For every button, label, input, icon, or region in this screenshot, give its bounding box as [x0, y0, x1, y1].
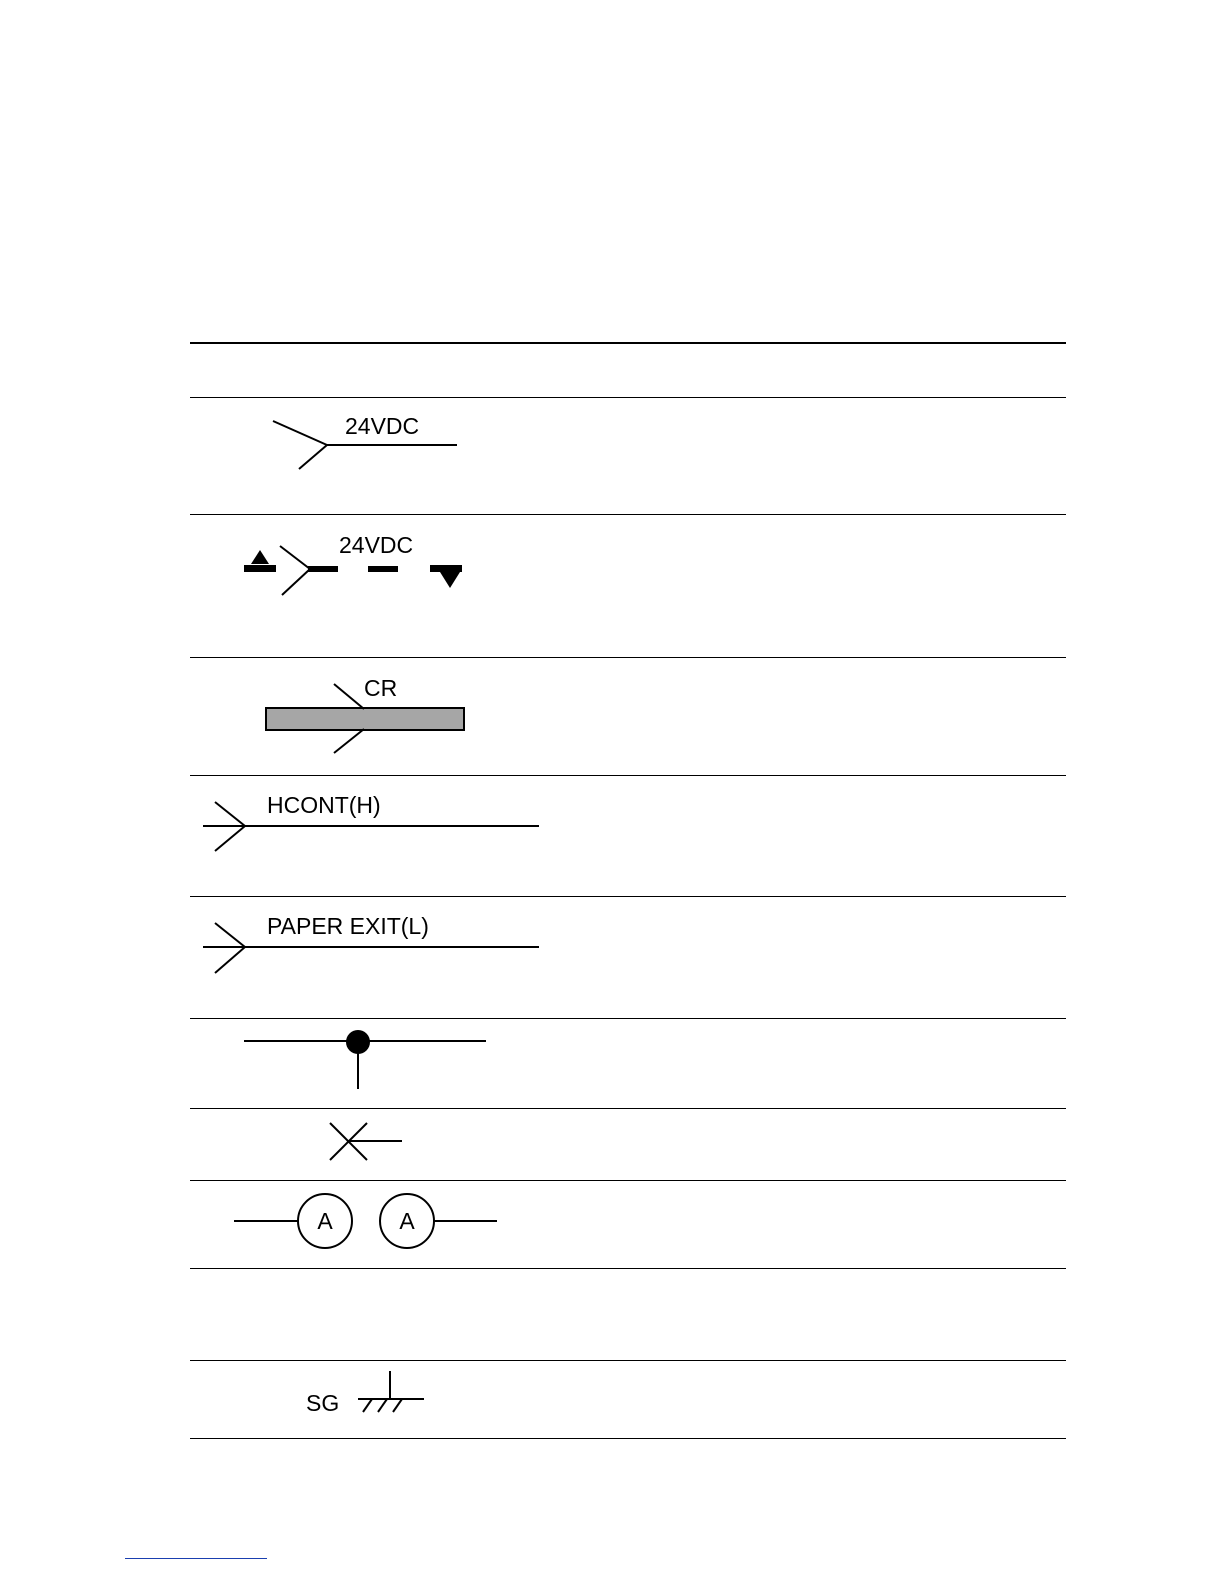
junction-dot: [346, 1030, 370, 1054]
continuation-a-symbol: [230, 1190, 505, 1255]
row-separator: [190, 1180, 1066, 1181]
paper-exit-signal-label: PAPER EXIT(L): [267, 913, 429, 939]
power-24vdc-dashed-symbol: [240, 528, 470, 603]
power-24vdc-symbol: [265, 408, 465, 478]
header-separator: [190, 397, 1066, 398]
row-separator: [190, 1268, 1066, 1269]
paper-exit-signal-symbol: [195, 910, 545, 980]
hcont-signal-symbol: [195, 788, 545, 858]
table-bottom-rule: [190, 1438, 1066, 1439]
signal-ground-label: SG: [306, 1390, 340, 1416]
row-separator: [190, 657, 1066, 658]
power-24vdc-dashed-label: 24VDC: [339, 532, 414, 558]
wire-junction-symbol: [240, 1025, 495, 1095]
connector-cr-label: CR: [364, 675, 398, 701]
row-separator: [190, 1360, 1066, 1361]
table-top-rule: [190, 342, 1066, 344]
hcont-signal-label: HCONT(H): [267, 792, 381, 818]
continuation-a-left-label: A: [317, 1208, 333, 1234]
row-separator: [190, 1108, 1066, 1109]
row-separator: [190, 514, 1066, 515]
row-separator: [190, 896, 1066, 897]
row-separator: [190, 1018, 1066, 1019]
crossed-wire-symbol: [325, 1118, 410, 1166]
connector-body: [266, 708, 464, 730]
footer-link-rule: [125, 1558, 267, 1559]
continuation-a-right-label: A: [399, 1208, 415, 1234]
row-separator: [190, 775, 1066, 776]
connector-cr-symbol: [260, 672, 475, 762]
power-24vdc-label: 24VDC: [345, 413, 420, 439]
signal-ground-symbol: [300, 1368, 435, 1418]
